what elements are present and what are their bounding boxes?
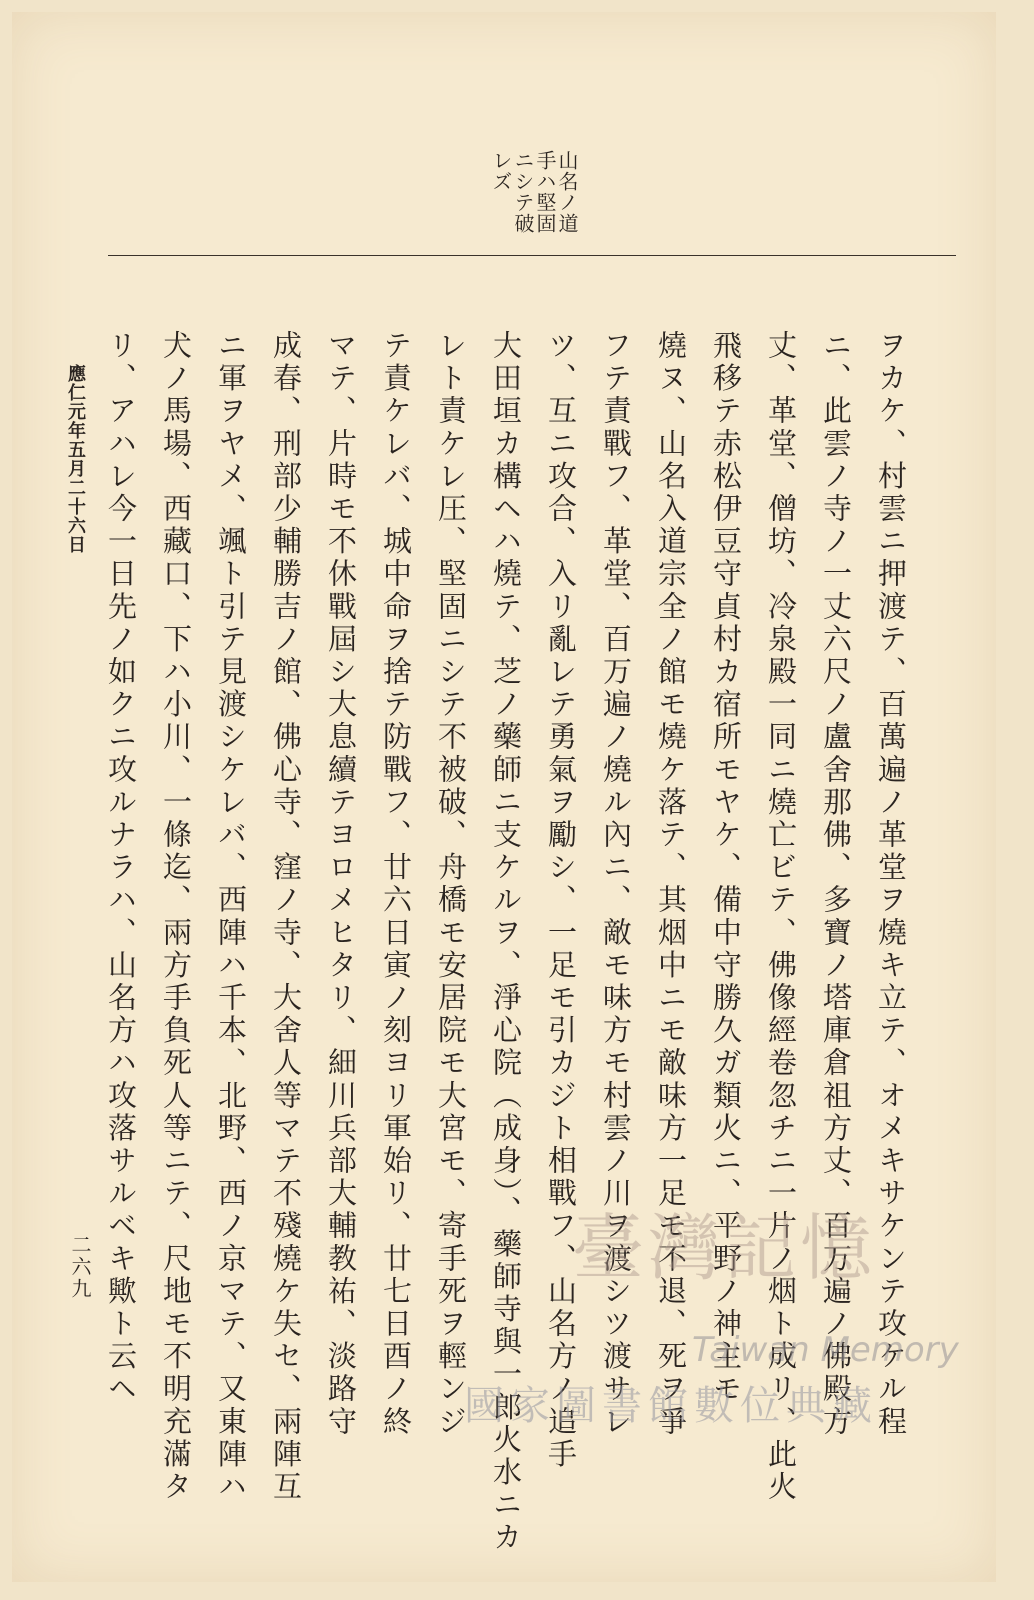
text-column: テ責ケレバ、城中命ヲ捨テ防戰フ、廿六日寅ノ刻ヨリ軍始リ、廿七日酉ノ終 xyxy=(379,330,413,1439)
text-column: フテ責戰フ、革堂、百万遍ノ燒ル內ニ、敵モ味方モ村雲ノ川ヲ渡シツ渡サレ xyxy=(599,330,633,1439)
body-text xyxy=(93,330,918,1555)
text-column: 丈、革堂、僧坊、冷泉殿一同ニ燒亡ビテ、佛像經卷忽チニ一片ノ烟ト成リ、此火 xyxy=(764,330,798,1504)
text-column: 飛移テ赤松伊豆守貞村カ宿所モヤケ、備中守勝久ガ類火ニ、平野ノ神主モ xyxy=(709,330,743,1406)
document-page xyxy=(12,12,996,1582)
margin-note-line: ニシテ破 xyxy=(511,150,535,234)
watermark-chinese: 國家圖書館數位典藏 xyxy=(464,1383,878,1429)
text-column: ヲカケ、村雲ニ押渡テ、百萬遍ノ革堂ヲ燒キ立テ、オメキサケンテ攻ケル程 xyxy=(874,330,908,1439)
text-column: 成春、刑部少輔勝吉ノ館、佛心寺、窪ノ寺、大舍人等マテ不殘燒ケ失セ、兩陣互 xyxy=(269,330,303,1504)
running-head-date: 應仁元年五月二十六日 xyxy=(65,364,86,554)
margin-note-line: 手ハ堅固 xyxy=(533,150,557,234)
watermark-brush-logo: 臺灣記憶 xyxy=(572,1206,877,1290)
margin-note-line: 山名ノ道 xyxy=(555,150,579,234)
text-column: 大田垣カ構ヘハ燒テ、芝ノ藥師ニ支ケルヲ、淨心院（成身）、藥師寺與一郎火水ニカ xyxy=(489,330,523,1555)
text-column: マテ、片時モ不休戰屆シ大息續テヨロメヒタリ、細川兵部大輔教祐、淡路守 xyxy=(324,330,358,1439)
text-column: レト責ケレ圧、堅固ニシテ不被破、舟橋モ安居院モ大宮モ、寄手死ヲ輕ンジ xyxy=(434,330,468,1439)
margin-heading-note xyxy=(490,150,578,234)
page-number: 二六九 xyxy=(68,1234,92,1300)
text-column: リ、アハレ今一日先ノ如クニ攻ルナラハ、山名方ハ攻落サルベキ歟ト云ヘ xyxy=(104,330,138,1406)
text-column: 犬ノ馬場、西藏口、下ハ小川、一條迄、兩方手負死人等ニテ、尺地モ不明充滿タ xyxy=(159,330,193,1504)
watermark-english: Taiwan Memory xyxy=(692,1330,959,1370)
header-divider xyxy=(108,255,956,256)
margin-note-line: レズ xyxy=(489,150,513,192)
text-column: 燒ヌ、山名入道宗全ノ館モ燒ケ落テ、其烟中ニモ敵味方一足モ不退、死ヲ爭 xyxy=(654,330,688,1439)
text-column: ニ軍ヲヤメ、颯ト引テ見渡シケレバ、西陣ハ千本、北野、西ノ京マテ、又東陣ハ xyxy=(214,330,248,1504)
text-column: ニ、此雲ノ寺ノ一丈六尺ノ盧舍那佛、多寶ノ塔庫倉祖方丈、百万遍ノ佛殿方 xyxy=(819,330,853,1439)
text-column: ツ、互ニ攻合、入リ亂レテ勇氣ヲ勵シ、一足モ引カジト相戰フ、山名方ノ追手 xyxy=(544,330,578,1471)
